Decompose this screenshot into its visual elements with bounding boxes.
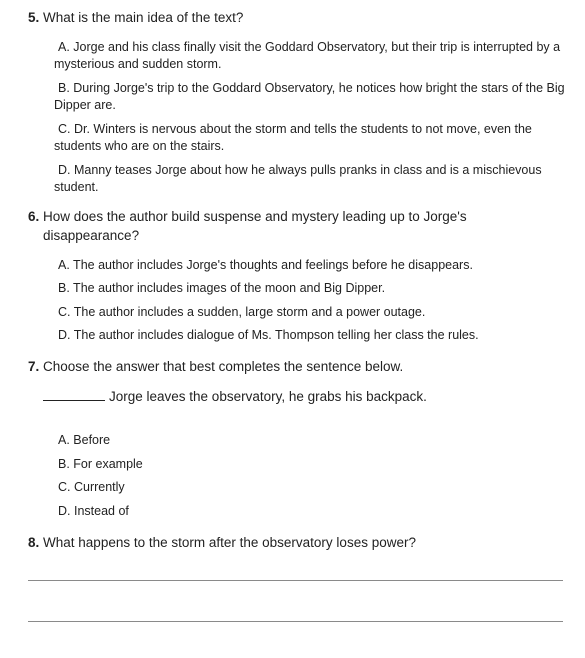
- question-number: 7.: [28, 359, 40, 374]
- question-6-option-d[interactable]: D. The author includes dialogue of Ms. Thompson telling her class the rules.: [58, 328, 479, 342]
- question-7-sentence: [43, 387, 427, 406]
- question-7-option-a[interactable]: A. Before: [58, 433, 111, 447]
- question-5-option-c[interactable]: C. Dr. Winters is nervous about the storm and tells the students to not move, even the students who are on the stairs.: [54, 122, 532, 153]
- question-7-option-b[interactable]: B. For example: [58, 457, 143, 471]
- answer-line-1[interactable]: [28, 580, 563, 581]
- question-5-option-a[interactable]: A. Jorge and his class finally visit the Goddard Observatory, but their trip is interrupted by a mysterious and sudden storm.: [54, 40, 561, 71]
- fill-in-blank: [43, 388, 105, 401]
- question-text: What is the main idea of the text?: [43, 10, 244, 25]
- sentence-text: Jorge leaves the observatory, he grabs his backpack.: [109, 389, 427, 404]
- question-5-option-d[interactable]: D. Manny teases Jorge about how he always pulls pranks in class and is a mischievous student.: [54, 163, 542, 194]
- question-6-option-c[interactable]: C. The author includes a sudden, large storm and a power outage.: [58, 305, 426, 319]
- question-6-prompt: [28, 207, 548, 245]
- question-text-continued: disappearance?: [43, 228, 140, 243]
- question-5-option-b[interactable]: B. During Jorge's trip to the Goddard Observatory, he notices how bright the stars of the Big Dipper are.: [54, 81, 565, 112]
- question-8-prompt: [28, 533, 548, 552]
- question-6-option-b[interactable]: B. The author includes images of the moon and Big Dipper.: [58, 281, 386, 295]
- question-7-option-d[interactable]: D. Instead of: [58, 504, 129, 518]
- question-number: 6.: [28, 209, 40, 224]
- question-number: 5.: [28, 10, 40, 25]
- answer-line-2[interactable]: [28, 621, 563, 622]
- question-5-prompt: [28, 8, 548, 27]
- question-6-option-a[interactable]: A. The author includes Jorge's thoughts and feelings before he disappears.: [58, 258, 473, 272]
- question-number: 8.: [28, 535, 40, 550]
- question-text: How does the author build suspense and mystery leading up to Jorge's: [43, 209, 467, 224]
- question-text: Choose the answer that best completes the sentence below.: [43, 359, 404, 374]
- question-7-option-c[interactable]: C. Currently: [58, 480, 125, 494]
- question-7-prompt: [28, 357, 548, 376]
- question-text: What happens to the storm after the observatory loses power?: [43, 535, 416, 550]
